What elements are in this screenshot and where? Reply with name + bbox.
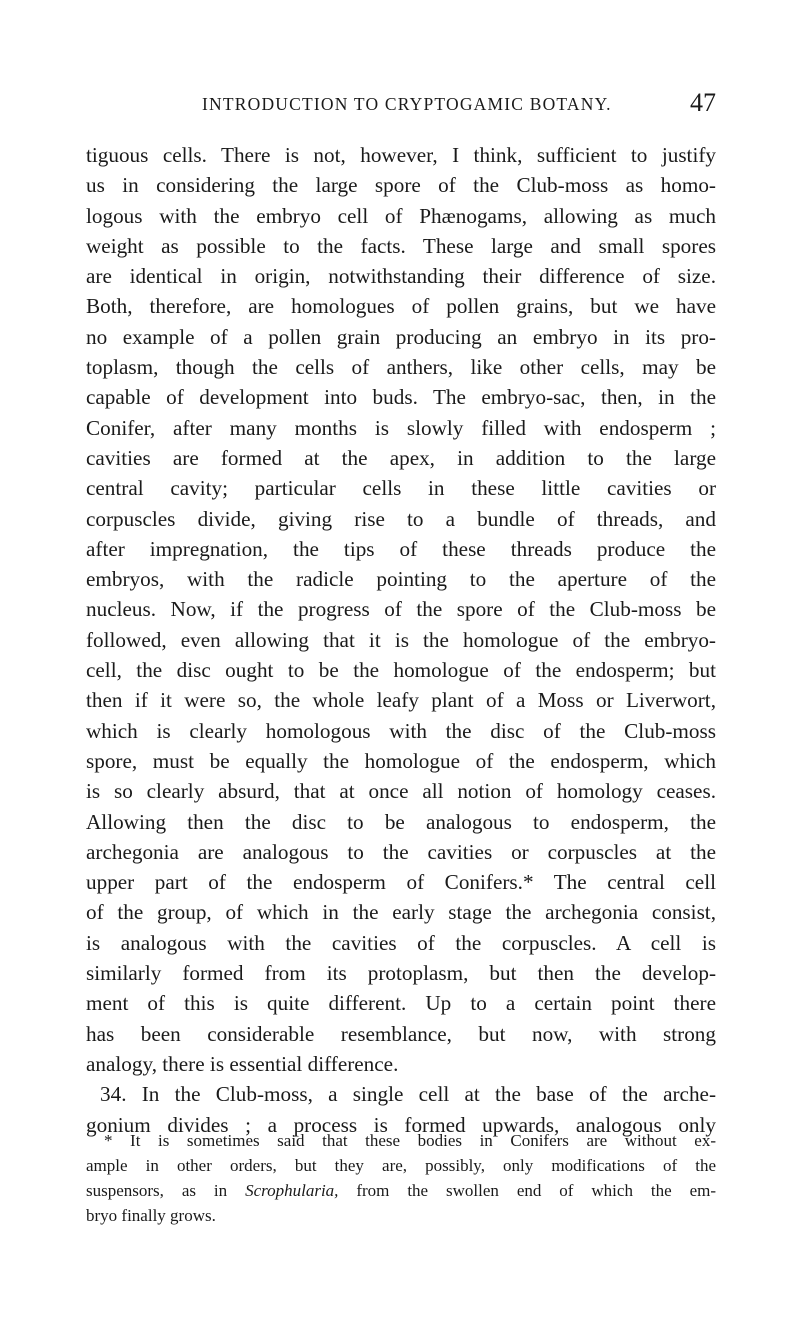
text-line: followed, even allowing that it is the homologue of the embryo- [86, 627, 716, 652]
text-line: cell, the disc ought to be the homologue of the endosperm; but [86, 658, 716, 683]
text-line: Allowing then the disc to be analogous to endosperm, the [86, 809, 716, 834]
text-line: then if it were so, the whole leafy plant of a Moss or Liverwort, [86, 688, 716, 713]
text-line: capable of development into buds. The embryo-sac, then, in the [86, 385, 716, 410]
text-line: spore, must be equally the homologue of the endosperm, which [86, 748, 716, 773]
footnote-line [86, 1178, 716, 1203]
text-line: of the group, of which in the early stage the archegonia consist, [86, 900, 716, 925]
text-line: are identical in origin, notwithstanding their difference of size. [86, 264, 716, 289]
footnote [86, 1128, 716, 1228]
footnote-italic-term: Scrophularia, [245, 1181, 339, 1200]
text-line: corpuscles divide, giving rise to a bundle of threads, and [86, 506, 716, 531]
text-line: 34. In the Club-moss, a single cell at the base of the arche- [100, 1082, 716, 1107]
text-line: tiguous cells. There is not, however, I think, sufficient to justify [86, 143, 716, 167]
text-line: similarly formed from its protoplasm, but then the develop- [86, 961, 716, 986]
text-line: after impregnation, the tips of these threads produce the [86, 536, 716, 561]
footnote-line: bryo finally grows. [86, 1206, 216, 1225]
text-line: cavities are formed at the apex, in addition to the large [86, 445, 716, 470]
text-line: logous with the embryo cell of Phænogams, allowing as much [86, 203, 716, 228]
text-line: which is clearly homologous with the disc of the Club-moss [86, 718, 716, 743]
footnote-line: * It is sometimes said that these bodies in Conifers are without ex- [104, 1131, 716, 1150]
text-line: upper part of the endosperm of Conifers.* The central cell [86, 870, 716, 895]
text-line: is so clearly absurd, that at once all notion of homology ceases. [86, 779, 716, 804]
text-line: toplasm, though the cells of anthers, like other cells, may be [86, 355, 716, 380]
footnote-text: from the swollen end of which the em- [338, 1181, 716, 1200]
text-line: analogy, there is essential difference. [86, 1051, 399, 1076]
text-line: weight as possible to the facts. These large and small spores [86, 233, 716, 258]
text-line: central cavity; particular cells in these little cavities or [86, 476, 716, 501]
running-head [86, 88, 716, 122]
text-line: nucleus. Now, if the progress of the spore of the Club-moss be [86, 597, 716, 622]
text-line: embryos, with the radicle pointing to the aperture of the [86, 567, 716, 592]
text-line: us in considering the large spore of the Club-moss as homo- [86, 173, 716, 198]
running-title: INTRODUCTION TO CRYPTOGAMIC BOTANY. [202, 94, 612, 114]
text-line: gonium divides ; a process is formed upwards, analogous only [86, 1112, 716, 1137]
text-line: Both, therefore, are homologues of pollen grains, but we have [86, 294, 716, 319]
page-number: 47 [690, 88, 716, 117]
text-line: ment of this is quite different. Up to a certain point there [86, 991, 716, 1016]
text-line: has been considerable resemblance, but now, with strong [86, 1021, 716, 1046]
footnote-text: suspensors, as in [86, 1181, 246, 1200]
text-line: is analogous with the cavities of the corpuscles. A cell is [86, 930, 716, 955]
body-text [86, 140, 716, 1140]
text-line: archegonia are analogous to the cavities or corpuscles at the [86, 839, 716, 864]
footnote-line: ample in other orders, but they are, possibly, only modifications of the [86, 1156, 716, 1175]
text-line: no example of a pollen grain producing an embryo in its pro- [86, 324, 716, 349]
text-line: Conifer, after many months is slowly filled with endosperm ; [86, 415, 716, 440]
